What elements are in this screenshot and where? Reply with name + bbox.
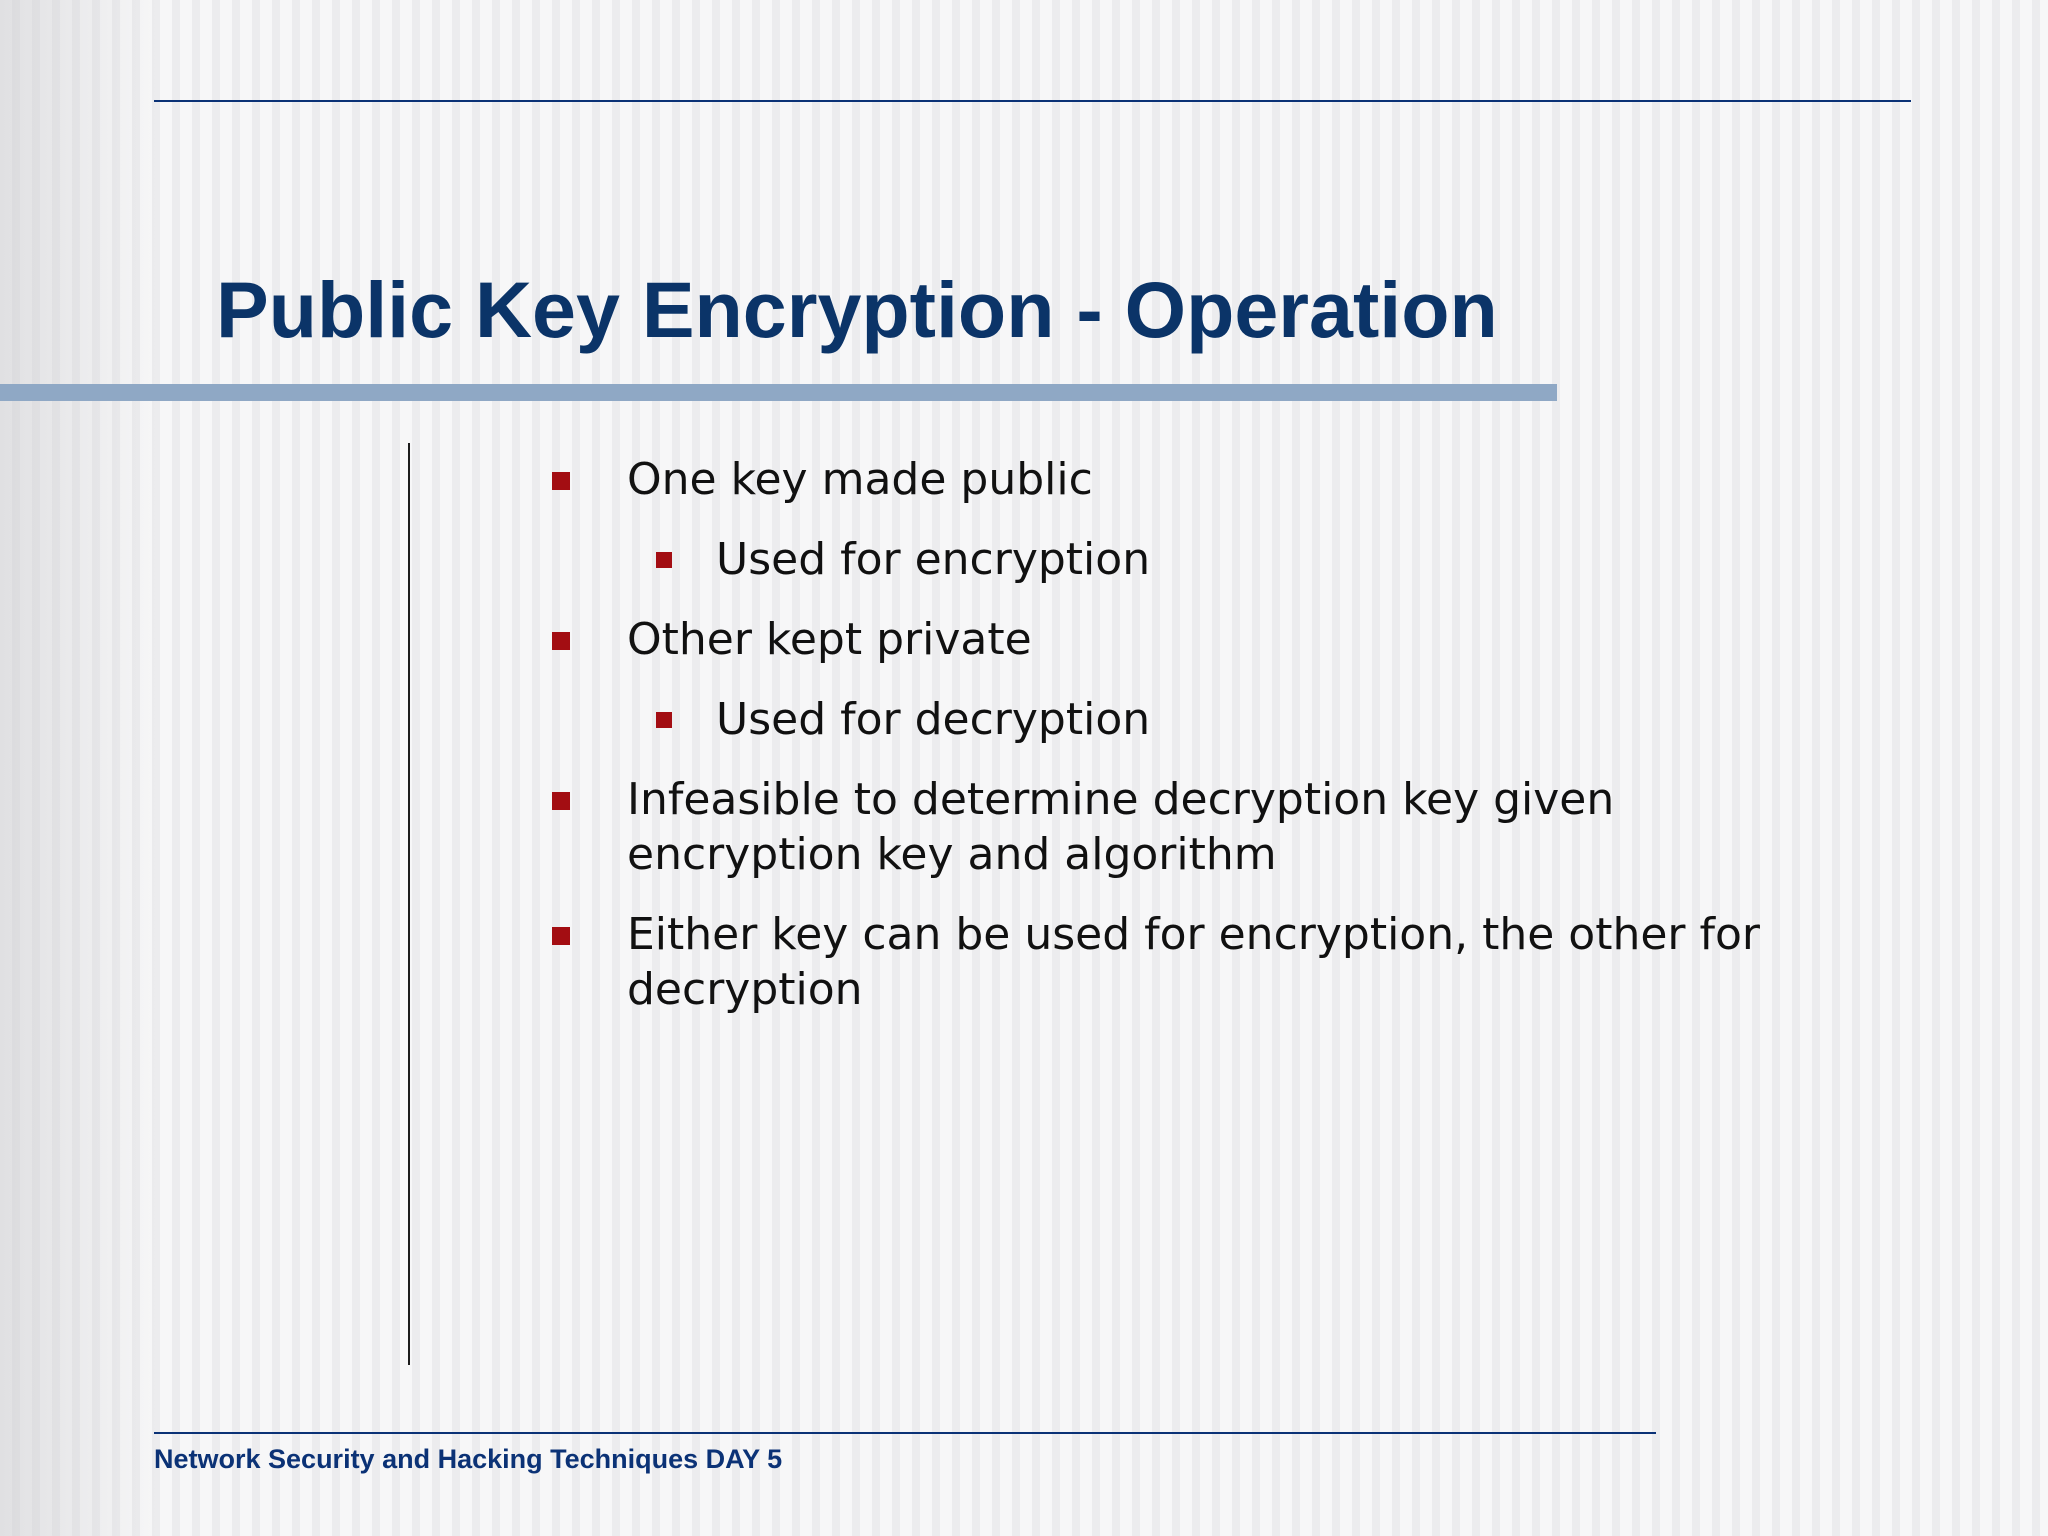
footer-text: Network Security and Hacking Techniques DAY 5 [154,1444,783,1474]
square-bullet-icon [552,792,570,810]
square-bullet-icon [552,472,570,490]
footer-divider [154,1432,1656,1434]
sub-bullet-item [540,532,1800,587]
bullet-text: Used for encryption [716,534,1151,585]
top-divider [154,100,1911,102]
slide-title: Public Key Encryption - Operation [216,265,1498,354]
bullet-list [540,452,1800,1042]
bullet-item [540,612,1800,667]
bullet-text: Infeasible to determine decryption key given encryption key and algorithm [627,774,1615,880]
square-bullet-icon [656,552,672,568]
square-bullet-icon [552,632,570,650]
sub-bullet-item [540,692,1800,747]
bullet-text: Either key can be used for encryption, the other for decryption [627,909,1760,1015]
bullet-text: Other kept private [627,614,1032,665]
bullet-text: One key made public [627,454,1093,505]
bullet-item [540,452,1800,507]
title-underline-bar [0,384,1557,401]
square-bullet-icon [656,712,672,728]
bullet-item [540,907,1800,1017]
bullet-text: Used for decryption [716,694,1151,745]
bullet-item [540,772,1800,882]
square-bullet-icon [552,927,570,945]
vertical-divider [408,443,410,1365]
